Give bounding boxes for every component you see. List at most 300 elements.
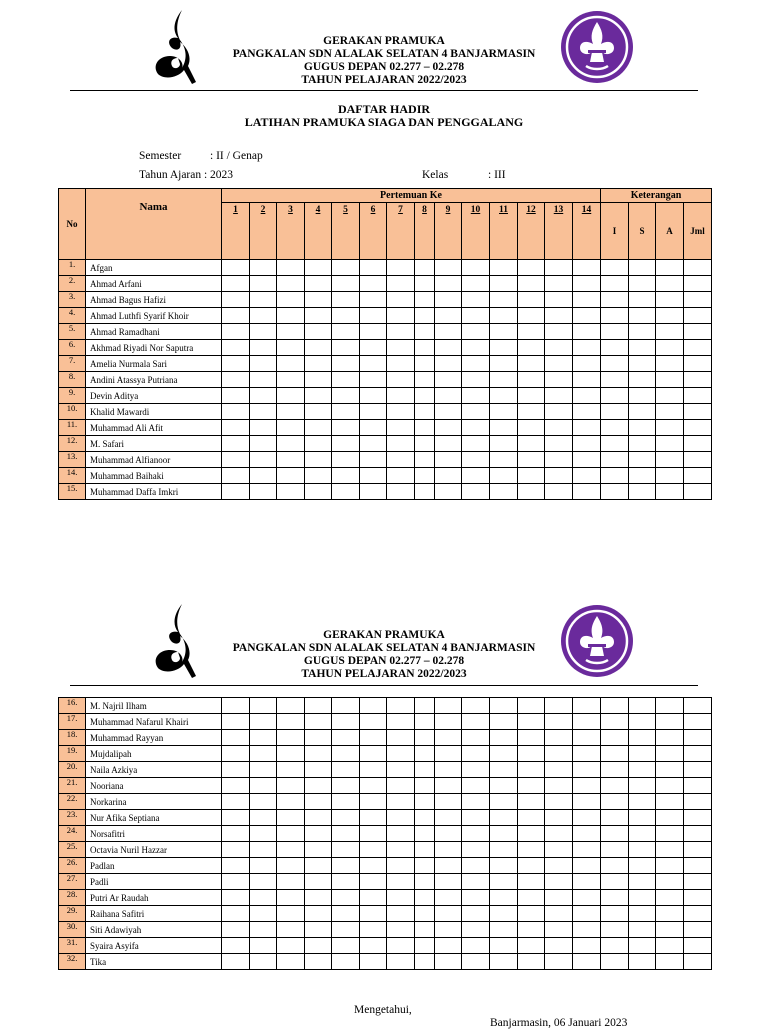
attendance-cell[interactable] [573,730,601,746]
keterangan-cell[interactable] [656,874,684,890]
attendance-cell[interactable] [360,714,387,730]
attendance-cell[interactable] [462,842,490,858]
attendance-cell[interactable] [277,874,305,890]
attendance-cell[interactable] [462,714,490,730]
keterangan-cell[interactable] [684,890,712,906]
attendance-cell[interactable] [277,484,305,500]
attendance-cell[interactable] [573,356,601,372]
attendance-cell[interactable] [462,874,490,890]
attendance-cell[interactable] [360,324,387,340]
keterangan-cell[interactable] [629,260,656,276]
attendance-cell[interactable] [415,436,435,452]
attendance-cell[interactable] [332,420,360,436]
keterangan-cell[interactable] [629,778,656,794]
attendance-cell[interactable] [222,388,250,404]
keterangan-cell[interactable] [601,714,629,730]
attendance-cell[interactable] [250,714,277,730]
keterangan-cell[interactable] [629,954,656,970]
keterangan-cell[interactable] [656,890,684,906]
attendance-cell[interactable] [415,714,435,730]
attendance-cell[interactable] [277,340,305,356]
keterangan-cell[interactable] [656,810,684,826]
attendance-cell[interactable] [332,762,360,778]
attendance-cell[interactable] [360,484,387,500]
attendance-cell[interactable] [545,954,573,970]
attendance-cell[interactable] [387,778,415,794]
keterangan-cell[interactable] [601,906,629,922]
attendance-cell[interactable] [435,260,462,276]
attendance-cell[interactable] [545,436,573,452]
attendance-cell[interactable] [462,906,490,922]
attendance-cell[interactable] [573,372,601,388]
attendance-cell[interactable] [435,468,462,484]
attendance-cell[interactable] [222,324,250,340]
attendance-cell[interactable] [490,762,518,778]
attendance-cell[interactable] [387,420,415,436]
attendance-cell[interactable] [305,404,332,420]
attendance-cell[interactable] [360,922,387,938]
attendance-cell[interactable] [518,436,545,452]
attendance-cell[interactable] [222,794,250,810]
attendance-cell[interactable] [573,292,601,308]
attendance-cell[interactable] [360,890,387,906]
attendance-cell[interactable] [545,826,573,842]
attendance-cell[interactable] [332,954,360,970]
attendance-cell[interactable] [387,404,415,420]
attendance-cell[interactable] [462,794,490,810]
attendance-cell[interactable] [250,340,277,356]
keterangan-cell[interactable] [629,730,656,746]
attendance-cell[interactable] [490,954,518,970]
attendance-cell[interactable] [222,938,250,954]
attendance-cell[interactable] [222,746,250,762]
attendance-cell[interactable] [332,874,360,890]
attendance-cell[interactable] [222,778,250,794]
attendance-cell[interactable] [435,922,462,938]
attendance-cell[interactable] [435,276,462,292]
keterangan-cell[interactable] [629,874,656,890]
attendance-cell[interactable] [222,356,250,372]
keterangan-cell[interactable] [629,826,656,842]
attendance-cell[interactable] [332,260,360,276]
keterangan-cell[interactable] [629,468,656,484]
attendance-cell[interactable] [360,372,387,388]
attendance-cell[interactable] [222,714,250,730]
attendance-cell[interactable] [360,452,387,468]
attendance-cell[interactable] [415,922,435,938]
keterangan-cell[interactable] [656,372,684,388]
attendance-cell[interactable] [415,746,435,762]
attendance-cell[interactable] [518,484,545,500]
attendance-cell[interactable] [518,324,545,340]
attendance-cell[interactable] [435,324,462,340]
attendance-cell[interactable] [387,276,415,292]
attendance-cell[interactable] [462,746,490,762]
attendance-cell[interactable] [250,404,277,420]
attendance-cell[interactable] [305,842,332,858]
attendance-cell[interactable] [332,468,360,484]
attendance-cell[interactable] [435,746,462,762]
attendance-cell[interactable] [435,826,462,842]
keterangan-cell[interactable] [629,324,656,340]
attendance-cell[interactable] [305,388,332,404]
attendance-cell[interactable] [462,484,490,500]
attendance-cell[interactable] [222,842,250,858]
attendance-cell[interactable] [573,762,601,778]
attendance-cell[interactable] [545,468,573,484]
attendance-cell[interactable] [277,292,305,308]
attendance-cell[interactable] [305,292,332,308]
keterangan-cell[interactable] [601,698,629,714]
attendance-cell[interactable] [462,324,490,340]
attendance-cell[interactable] [222,372,250,388]
attendance-cell[interactable] [518,420,545,436]
attendance-cell[interactable] [387,292,415,308]
attendance-cell[interactable] [332,810,360,826]
attendance-cell[interactable] [305,356,332,372]
attendance-cell[interactable] [360,810,387,826]
keterangan-cell[interactable] [684,954,712,970]
attendance-cell[interactable] [435,842,462,858]
attendance-cell[interactable] [573,746,601,762]
attendance-cell[interactable] [462,730,490,746]
attendance-cell[interactable] [518,260,545,276]
attendance-cell[interactable] [573,858,601,874]
attendance-cell[interactable] [573,906,601,922]
attendance-cell[interactable] [360,954,387,970]
attendance-cell[interactable] [462,858,490,874]
attendance-cell[interactable] [545,340,573,356]
keterangan-cell[interactable] [601,762,629,778]
attendance-cell[interactable] [415,420,435,436]
keterangan-cell[interactable] [656,762,684,778]
attendance-cell[interactable] [305,714,332,730]
attendance-cell[interactable] [305,324,332,340]
keterangan-cell[interactable] [656,826,684,842]
attendance-cell[interactable] [518,826,545,842]
attendance-cell[interactable] [332,794,360,810]
attendance-cell[interactable] [415,308,435,324]
attendance-cell[interactable] [518,340,545,356]
attendance-cell[interactable] [332,276,360,292]
attendance-cell[interactable] [573,826,601,842]
attendance-cell[interactable] [415,858,435,874]
keterangan-cell[interactable] [684,404,712,420]
attendance-cell[interactable] [545,356,573,372]
attendance-cell[interactable] [277,778,305,794]
attendance-cell[interactable] [360,276,387,292]
attendance-cell[interactable] [250,762,277,778]
keterangan-cell[interactable] [629,906,656,922]
attendance-cell[interactable] [545,276,573,292]
attendance-cell[interactable] [277,404,305,420]
keterangan-cell[interactable] [656,484,684,500]
attendance-cell[interactable] [277,260,305,276]
attendance-cell[interactable] [387,810,415,826]
keterangan-cell[interactable] [656,436,684,452]
keterangan-cell[interactable] [656,292,684,308]
attendance-cell[interactable] [387,762,415,778]
attendance-cell[interactable] [277,922,305,938]
attendance-cell[interactable] [462,698,490,714]
attendance-cell[interactable] [490,842,518,858]
attendance-cell[interactable] [360,826,387,842]
attendance-cell[interactable] [415,260,435,276]
attendance-cell[interactable] [387,388,415,404]
attendance-cell[interactable] [415,484,435,500]
attendance-cell[interactable] [490,420,518,436]
attendance-cell[interactable] [435,404,462,420]
attendance-cell[interactable] [222,340,250,356]
attendance-cell[interactable] [435,308,462,324]
attendance-cell[interactable] [387,954,415,970]
attendance-cell[interactable] [518,292,545,308]
keterangan-cell[interactable] [656,794,684,810]
attendance-cell[interactable] [545,292,573,308]
attendance-cell[interactable] [545,714,573,730]
attendance-cell[interactable] [305,308,332,324]
attendance-cell[interactable] [305,778,332,794]
attendance-cell[interactable] [305,698,332,714]
attendance-cell[interactable] [387,874,415,890]
attendance-cell[interactable] [415,826,435,842]
attendance-cell[interactable] [435,794,462,810]
attendance-cell[interactable] [250,292,277,308]
attendance-cell[interactable] [250,938,277,954]
attendance-cell[interactable] [435,874,462,890]
attendance-cell[interactable] [518,714,545,730]
attendance-cell[interactable] [435,858,462,874]
keterangan-cell[interactable] [684,730,712,746]
keterangan-cell[interactable] [601,436,629,452]
attendance-cell[interactable] [415,730,435,746]
attendance-cell[interactable] [332,890,360,906]
attendance-cell[interactable] [545,404,573,420]
attendance-cell[interactable] [277,308,305,324]
attendance-cell[interactable] [545,810,573,826]
attendance-cell[interactable] [573,260,601,276]
keterangan-cell[interactable] [656,420,684,436]
attendance-cell[interactable] [462,938,490,954]
keterangan-cell[interactable] [601,730,629,746]
attendance-cell[interactable] [305,372,332,388]
keterangan-cell[interactable] [684,420,712,436]
attendance-cell[interactable] [277,810,305,826]
attendance-cell[interactable] [360,698,387,714]
attendance-cell[interactable] [490,356,518,372]
attendance-cell[interactable] [462,826,490,842]
attendance-cell[interactable] [387,372,415,388]
attendance-cell[interactable] [573,698,601,714]
attendance-cell[interactable] [573,778,601,794]
attendance-cell[interactable] [360,746,387,762]
keterangan-cell[interactable] [601,468,629,484]
attendance-cell[interactable] [332,842,360,858]
attendance-cell[interactable] [435,452,462,468]
attendance-cell[interactable] [435,292,462,308]
keterangan-cell[interactable] [656,308,684,324]
attendance-cell[interactable] [332,778,360,794]
attendance-cell[interactable] [490,372,518,388]
attendance-cell[interactable] [415,452,435,468]
attendance-cell[interactable] [277,356,305,372]
attendance-cell[interactable] [360,858,387,874]
attendance-cell[interactable] [573,484,601,500]
attendance-cell[interactable] [332,324,360,340]
attendance-cell[interactable] [545,452,573,468]
keterangan-cell[interactable] [601,372,629,388]
keterangan-cell[interactable] [601,340,629,356]
attendance-cell[interactable] [332,436,360,452]
attendance-cell[interactable] [387,906,415,922]
attendance-cell[interactable] [387,260,415,276]
attendance-cell[interactable] [250,826,277,842]
keterangan-cell[interactable] [684,938,712,954]
attendance-cell[interactable] [415,388,435,404]
keterangan-cell[interactable] [656,858,684,874]
keterangan-cell[interactable] [684,388,712,404]
attendance-cell[interactable] [462,308,490,324]
keterangan-cell[interactable] [684,340,712,356]
attendance-cell[interactable] [462,890,490,906]
attendance-cell[interactable] [490,938,518,954]
attendance-cell[interactable] [490,484,518,500]
keterangan-cell[interactable] [601,420,629,436]
attendance-cell[interactable] [250,842,277,858]
attendance-cell[interactable] [250,436,277,452]
attendance-cell[interactable] [387,356,415,372]
keterangan-cell[interactable] [601,292,629,308]
attendance-cell[interactable] [490,922,518,938]
keterangan-cell[interactable] [684,292,712,308]
keterangan-cell[interactable] [629,340,656,356]
keterangan-cell[interactable] [629,420,656,436]
attendance-cell[interactable] [490,468,518,484]
keterangan-cell[interactable] [601,356,629,372]
attendance-cell[interactable] [518,890,545,906]
attendance-cell[interactable] [462,340,490,356]
keterangan-cell[interactable] [629,276,656,292]
keterangan-cell[interactable] [684,746,712,762]
attendance-cell[interactable] [387,698,415,714]
attendance-cell[interactable] [332,698,360,714]
attendance-cell[interactable] [518,388,545,404]
attendance-cell[interactable] [305,826,332,842]
attendance-cell[interactable] [360,794,387,810]
attendance-cell[interactable] [305,468,332,484]
attendance-cell[interactable] [305,420,332,436]
attendance-cell[interactable] [545,484,573,500]
attendance-cell[interactable] [435,938,462,954]
attendance-cell[interactable] [277,468,305,484]
attendance-cell[interactable] [250,890,277,906]
keterangan-cell[interactable] [656,778,684,794]
attendance-cell[interactable] [545,906,573,922]
attendance-cell[interactable] [360,842,387,858]
attendance-cell[interactable] [360,762,387,778]
keterangan-cell[interactable] [656,356,684,372]
attendance-cell[interactable] [415,890,435,906]
attendance-cell[interactable] [518,372,545,388]
attendance-cell[interactable] [545,698,573,714]
attendance-cell[interactable] [222,826,250,842]
attendance-cell[interactable] [415,468,435,484]
attendance-cell[interactable] [490,436,518,452]
attendance-cell[interactable] [387,794,415,810]
attendance-cell[interactable] [277,858,305,874]
attendance-cell[interactable] [490,340,518,356]
keterangan-cell[interactable] [656,938,684,954]
attendance-cell[interactable] [332,484,360,500]
keterangan-cell[interactable] [629,890,656,906]
attendance-cell[interactable] [435,356,462,372]
attendance-cell[interactable] [305,762,332,778]
attendance-cell[interactable] [518,452,545,468]
attendance-cell[interactable] [415,292,435,308]
attendance-cell[interactable] [573,324,601,340]
attendance-cell[interactable] [518,794,545,810]
keterangan-cell[interactable] [601,324,629,340]
attendance-cell[interactable] [387,484,415,500]
attendance-cell[interactable] [415,324,435,340]
attendance-cell[interactable] [573,468,601,484]
attendance-cell[interactable] [518,308,545,324]
keterangan-cell[interactable] [629,842,656,858]
attendance-cell[interactable] [545,858,573,874]
attendance-cell[interactable] [435,484,462,500]
keterangan-cell[interactable] [601,842,629,858]
attendance-cell[interactable] [545,308,573,324]
keterangan-cell[interactable] [601,388,629,404]
attendance-cell[interactable] [462,468,490,484]
keterangan-cell[interactable] [629,858,656,874]
attendance-cell[interactable] [360,388,387,404]
attendance-cell[interactable] [415,842,435,858]
keterangan-cell[interactable] [629,746,656,762]
attendance-cell[interactable] [222,874,250,890]
keterangan-cell[interactable] [629,372,656,388]
attendance-cell[interactable] [573,810,601,826]
attendance-cell[interactable] [222,276,250,292]
attendance-cell[interactable] [545,388,573,404]
attendance-cell[interactable] [250,372,277,388]
keterangan-cell[interactable] [629,794,656,810]
attendance-cell[interactable] [545,778,573,794]
attendance-cell[interactable] [387,922,415,938]
attendance-cell[interactable] [305,276,332,292]
attendance-cell[interactable] [360,340,387,356]
attendance-cell[interactable] [490,858,518,874]
attendance-cell[interactable] [415,874,435,890]
attendance-cell[interactable] [277,420,305,436]
attendance-cell[interactable] [490,260,518,276]
attendance-cell[interactable] [250,260,277,276]
attendance-cell[interactable] [250,308,277,324]
attendance-cell[interactable] [250,954,277,970]
attendance-cell[interactable] [435,388,462,404]
attendance-cell[interactable] [573,890,601,906]
attendance-cell[interactable] [387,858,415,874]
attendance-cell[interactable] [518,730,545,746]
attendance-cell[interactable] [305,484,332,500]
attendance-cell[interactable] [277,938,305,954]
attendance-cell[interactable] [332,340,360,356]
attendance-cell[interactable] [415,794,435,810]
attendance-cell[interactable] [222,468,250,484]
attendance-cell[interactable] [435,906,462,922]
attendance-cell[interactable] [462,436,490,452]
keterangan-cell[interactable] [656,922,684,938]
